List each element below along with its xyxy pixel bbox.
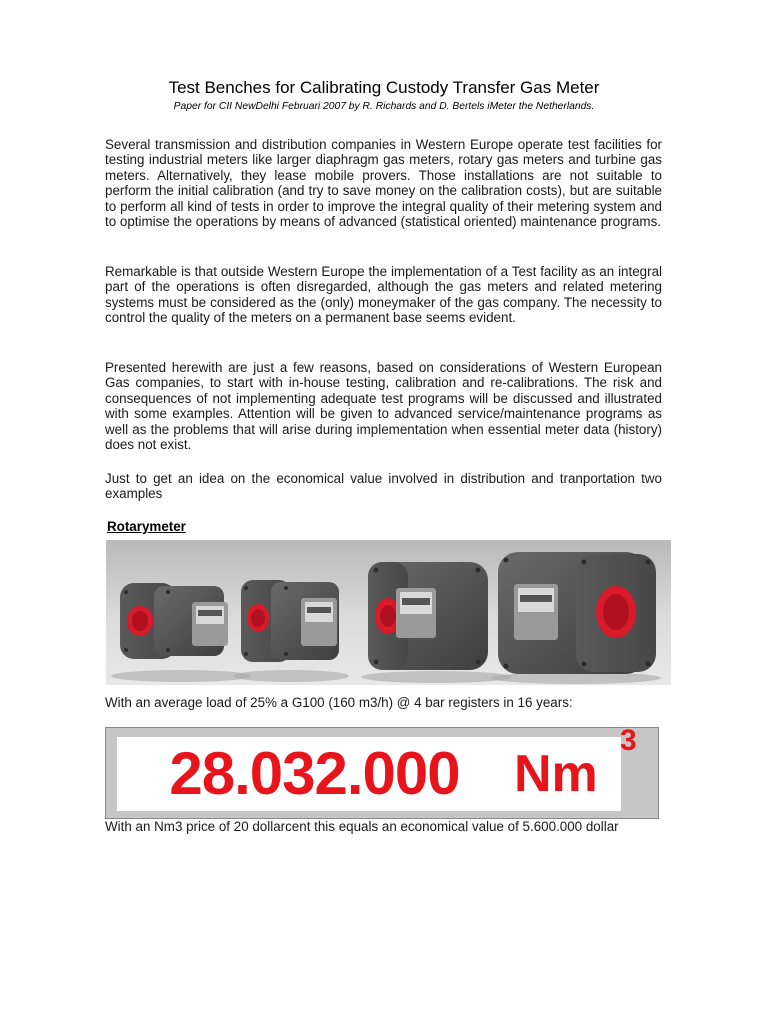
paragraph-presented: Presented herewith are just a few reasons, based on considerations of Western European Gas companies, to start with in-house testing, calibration and re-calibrations. The risk and consequences of not implementing adequate test programs will be discussed and illustrated with some examples. Attention will be given to advanced service/maintenance programs as well as the problems that will arise during implementation when essential meter data (history) does not exist.	[105, 360, 662, 453]
volume-readout-panel	[105, 724, 659, 819]
section-heading-rotarymeter: Rotarymeter	[107, 519, 186, 534]
paragraph-intro: Several transmission and distribution companies in Western Europe operate test facilities for testing industrial meters like larger diaphragm gas meters, rotary gas meters and turbine gas meters. Alternatively, they lease mobile provers. Those installations are not suitable to perform the initial calibration (and try to save money on the calibration costs), but are suitable to perform all kind of tests in order to improve the integral quality of their metering system and to optimise the operations by means of advanced (statistical oriented) maintenance programs.	[105, 137, 662, 230]
volume-readout-value: 28.032.000	[169, 740, 460, 807]
volume-readout-unit: Nm	[514, 745, 598, 803]
load-description: With an average load of 25% a G100 (160 m3/h) @ 4 bar registers in 16 years:	[105, 695, 573, 710]
volume-readout-display	[117, 737, 621, 811]
document-subtitle: Paper for CII NewDelhi Februari 2007 by R. Richards and D. Bertels iMeter the Netherlands.	[173, 101, 595, 112]
rotary-meters-photo	[106, 540, 671, 685]
economic-value-text: With an Nm3 price of 20 dollarcent this equals an economical value of 5.600.000 dollar	[105, 819, 619, 834]
paragraph-remarkable: Remarkable is that outside Western Europe the implementation of a Test facility as an integral part of the operations is often disregarded, although the gas meters and related metering systems must be considered as the (only) moneymaker of the gas company. The necessity to control the quality of the meters on a permanent base seems evident.	[105, 264, 662, 326]
document-title: Test Benches for Calibrating Custody Transfer Gas Meter	[168, 78, 600, 97]
paragraph-examples: Just to get an idea on the economical value involved in distribution and tranportation two examples	[105, 471, 662, 502]
volume-readout-exponent: 3	[620, 724, 637, 757]
